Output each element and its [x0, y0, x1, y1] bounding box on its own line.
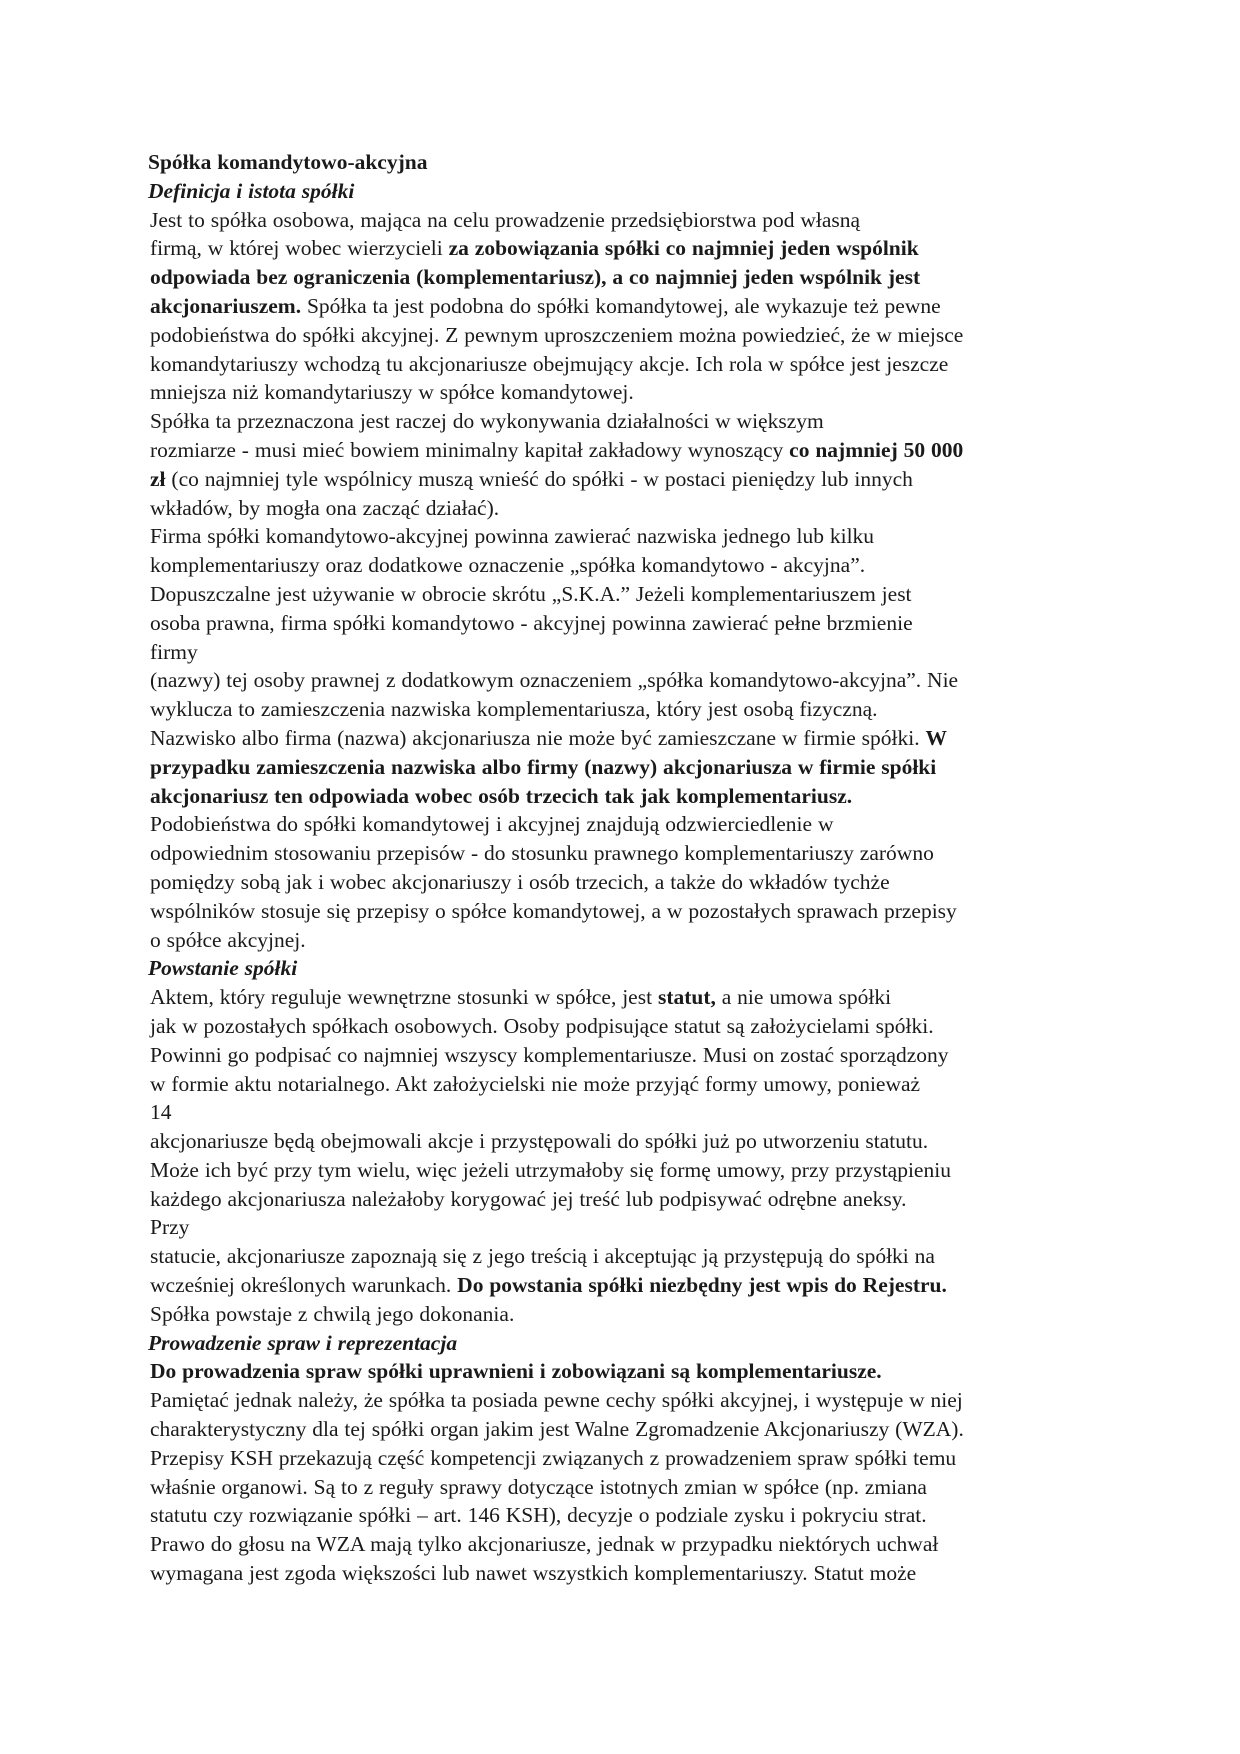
text-line [148, 1185, 1140, 1214]
text-segment: komandytariuszy wchodzą tu akcjonariusze obejmujący akcje. Ich rola w spółce jest jeszcze [150, 351, 949, 376]
text-line [148, 1501, 1140, 1530]
text-line [148, 666, 1140, 695]
text-segment: mniejsza niż komandytariuszy w spółce komandytowej. [150, 380, 634, 405]
section-heading: Definicja i istota spółki [148, 178, 355, 203]
text-segment: Firma spółki komandytowo-akcyjnej powinna zawierać nazwiska jednego lub kilku [150, 524, 875, 549]
text-line [148, 1415, 1140, 1444]
text-line [148, 1530, 1140, 1559]
text-line [148, 1357, 1140, 1386]
text-line [148, 638, 1140, 667]
text-line [148, 551, 1140, 580]
text-segment: Podobieństwa do spółki komandytowej i akcyjnej znajdują odzwierciedlenie w [150, 812, 834, 837]
text-line [148, 1098, 1140, 1127]
text-segment: o spółce akcyjnej. [150, 927, 306, 952]
text-segment: wyklucza to zamieszczenia nazwiska komplementariusza, który jest osobą fizyczną. [150, 697, 878, 722]
text-segment: odpowiednim stosowaniu przepisów - do stosunku prawnego komplementariuszy zarówno [150, 841, 934, 866]
text-line [148, 1213, 1140, 1242]
text-segment: firmy [150, 639, 198, 664]
text-line [148, 321, 1140, 350]
text-line [148, 1041, 1140, 1070]
text-line [148, 1386, 1140, 1415]
bold-text: akcjonariusz ten odpowiada wobec osób trzecich tak jak komplementariusz. [150, 783, 853, 808]
text-line [148, 782, 1140, 811]
text-line [148, 1242, 1140, 1271]
text-line [148, 753, 1140, 782]
text-line [148, 724, 1140, 753]
text-segment: a nie umowa spółki [715, 985, 892, 1010]
text-segment: wspólników stosuje się przepisy o spółce komandytowej, a w pozostałych sprawach przepisy [150, 898, 957, 923]
text-line [148, 407, 1140, 436]
text-segment: Może ich być przy tym wielu, więc jeżeli utrzymałoby się formę umowy, przy przystąpieniu [150, 1157, 951, 1182]
text-segment: Jest to spółka osobowa, mająca na celu prowadzenie przedsiębiorstwa pod własną [150, 207, 861, 232]
text-line [148, 263, 1140, 292]
text-line [148, 1473, 1140, 1502]
bold-text: akcjonariuszem. [150, 293, 302, 318]
bold-text: Do powstania spółki niezbędny jest wpis do Rejestru. [457, 1273, 947, 1298]
text-segment: Spółka ta jest podobna do spółki komandytowej, ale wykazuje też pewne [301, 293, 941, 318]
text-line [148, 868, 1140, 897]
text-segment: osoba prawna, firma spółki komandytowo - akcyjnej powinna zawierać pełne brzmienie [150, 610, 913, 635]
text-line [148, 522, 1140, 551]
text-line [148, 1156, 1140, 1185]
bold-text: Do prowadzenia spraw spółki uprawnieni i zobowiązani są komplementariusze. [150, 1359, 882, 1384]
bold-text: co najmniej 50 000 [789, 437, 964, 462]
bold-text: odpowiada bez ograniczenia (komplementariusz), a co najmniej jeden wspólnik jest [150, 265, 921, 290]
text-segment: akcjonariusze będą obejmowali akcje i przystępowali do spółki już po utworzeniu statutu. [150, 1129, 929, 1154]
text-line [148, 897, 1140, 926]
bold-text: statut, [657, 985, 716, 1010]
text-segment: Spółka powstaje z chwilą jego dokonania. [150, 1301, 515, 1326]
bold-text: za zobowiązania spółki co najmniej jeden wspólnik [448, 236, 919, 261]
text-line [148, 292, 1140, 321]
text-segment: Przepisy KSH przekazują część kompetencji związanych z prowadzeniem spraw spółki temu [150, 1445, 957, 1470]
text-segment: wcześniej określonych warunkach. [150, 1273, 458, 1298]
text-segment: każdego akcjonariusza należałoby korygować jej treść lub podpisywać odrębne aneksy. [150, 1186, 907, 1211]
text-line [148, 378, 1140, 407]
text-segment: jak w pozostałych spółkach osobowych. Osoby podpisujące statut są założycielami spółki. [150, 1013, 934, 1038]
bold-text: W [925, 725, 947, 750]
text-line [148, 1300, 1140, 1329]
text-line [148, 1070, 1140, 1099]
text-segment: Pamiętać jednak należy, że spółka ta posiada pewne cechy spółki akcyjnej, i występuje w niej [150, 1388, 963, 1413]
text-line [148, 1012, 1140, 1041]
text-segment: (co najmniej tyle wspólnicy muszą wnieść do spółki - w postaci pieniędzy lub innych [165, 466, 913, 491]
text-segment: Spółka ta przeznaczona jest raczej do wykonywania działalności w większym [150, 409, 824, 434]
text-segment: Nazwisko albo firma (nazwa) akcjonariusza nie może być zamieszczane w firmie spółki. [150, 725, 926, 750]
text-line [148, 1271, 1140, 1300]
text-line [148, 1444, 1140, 1473]
text-line [148, 350, 1140, 379]
text-segment: pomiędzy sobą jak i wobec akcjonariuszy i osób trzecich, a także do wkładów tychże [150, 869, 890, 894]
document-section [148, 1329, 1140, 1588]
text-segment: Dopuszczalne jest używanie w obrocie skrótu „S.K.A.” Jeżeli komplementariuszem jest [150, 581, 912, 606]
text-segment: statutu czy rozwiązanie spółki – art. 146 KSH), decyzje o podziale zysku i pokryciu strat. [150, 1503, 927, 1528]
text-segment: właśnie organowi. Są to z reguły sprawy dotyczące istotnych zmian w spółce (np. zmiana [150, 1474, 927, 1499]
text-segment: Aktem, który reguluje wewnętrzne stosunki w spółce, jest [150, 985, 658, 1010]
text-segment: komplementariuszy oraz dodatkowe oznaczenie „spółka komandytowo - akcyjna”. [150, 553, 866, 578]
text-segment: podobieństwa do spółki akcyjnej. Z pewnym uproszczeniem można powiedzieć, że w miejsce [150, 322, 964, 347]
document-sections [148, 177, 1140, 1588]
text-line [148, 1127, 1140, 1156]
bold-text: zł [150, 466, 166, 491]
text-line [148, 436, 1140, 465]
text-segment: statucie, akcjonariusze zapoznają się z jego treścią i akceptując ją przystępują do spółki na [150, 1244, 935, 1269]
text-segment: 14 [150, 1100, 172, 1125]
document-section [148, 954, 1140, 1328]
text-line [148, 695, 1140, 724]
document-body [148, 148, 1140, 1588]
text-line [148, 839, 1140, 868]
text-segment: wymagana jest zgoda większości lub nawet wszystkich komplementariuszy. Statut może [150, 1561, 917, 1586]
text-line [148, 983, 1140, 1012]
text-segment: Przy [150, 1215, 190, 1240]
text-segment: (nazwy) tej osoby prawnej z dodatkowym oznaczeniem „spółka komandytowo-akcyjna”. Nie [150, 668, 959, 693]
text-line [148, 1559, 1140, 1588]
text-segment: Prawo do głosu na WZA mają tylko akcjonariusze, jednak w przypadku niektórych uchwał [150, 1532, 939, 1557]
text-line [148, 465, 1140, 494]
section-heading: Prowadzenie spraw i reprezentacja [148, 1330, 458, 1355]
document-section [148, 177, 1140, 955]
text-segment: firmą, w której wobec wierzycieli [150, 236, 449, 261]
text-line [148, 234, 1140, 263]
text-segment: Powinni go podpisać co najmniej wszyscy komplementariusze. Musi on zostać sporządzony [150, 1042, 949, 1067]
text-segment: w formie aktu notarialnego. Akt założycielski nie może przyjąć formy umowy, ponieważ [150, 1071, 921, 1096]
text-segment: rozmiarze - musi mieć bowiem minimalny kapitał zakładowy wynoszący [150, 437, 790, 462]
text-line [148, 609, 1140, 638]
document-title: Spółka komandytowo-akcyjna [148, 150, 428, 174]
text-line [148, 206, 1140, 235]
section-heading: Powstanie spółki [148, 956, 298, 981]
text-segment: wkładów, by mogła ona zacząć działać). [150, 495, 500, 520]
text-line [148, 494, 1140, 523]
bold-text: przypadku zamieszczenia nazwiska albo firmy (nazwy) akcjonariusza w firmie spółki [150, 754, 937, 779]
text-segment: charakterystyczny dla tej spółki organ jakim jest Walne Zgromadzenie Akcjonariuszy (WZA). [150, 1417, 964, 1442]
text-line [148, 580, 1140, 609]
text-line [148, 926, 1140, 955]
text-line [148, 810, 1140, 839]
